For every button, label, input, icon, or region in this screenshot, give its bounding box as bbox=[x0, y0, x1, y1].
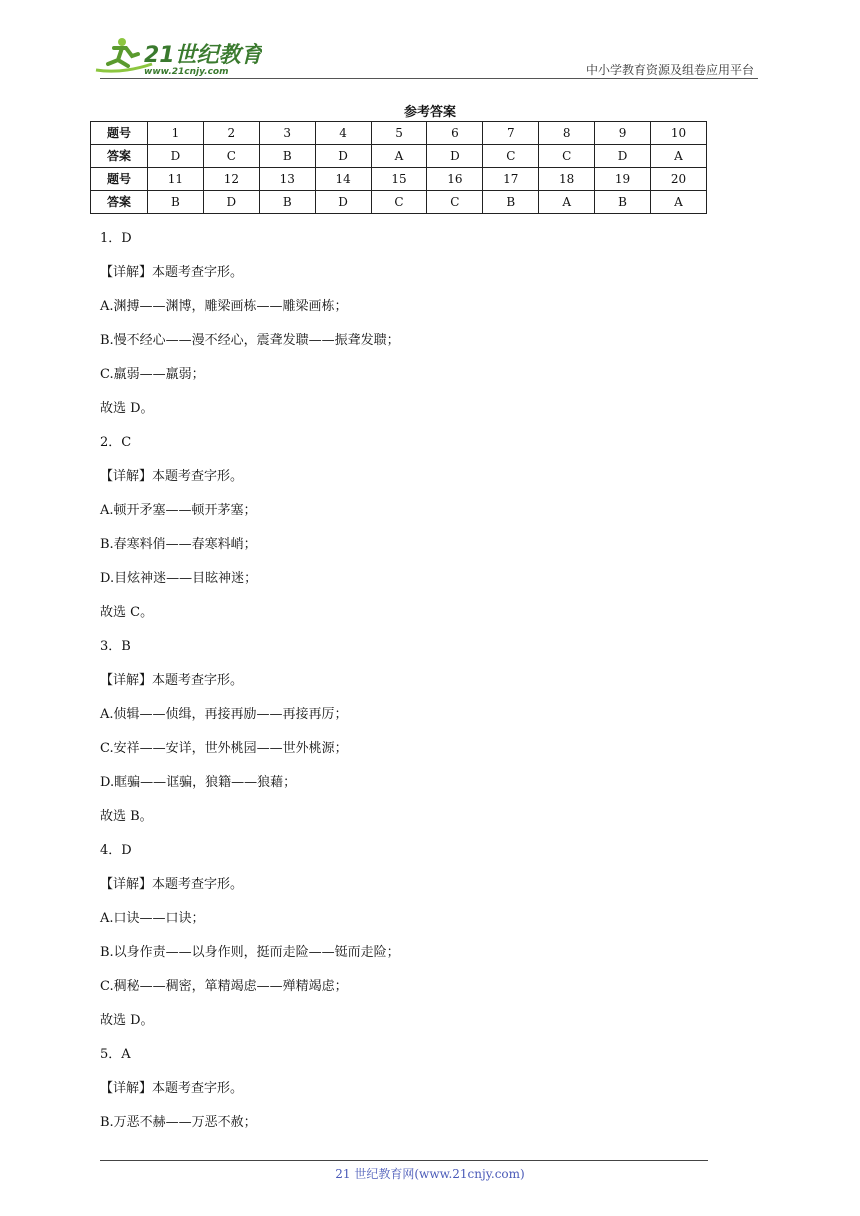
table-row bbox=[91, 191, 707, 214]
table-cell: B bbox=[595, 191, 651, 214]
text-line: A.口诀——口诀； bbox=[100, 911, 205, 926]
runner-logo-icon bbox=[92, 34, 262, 78]
text-line: B.慢不经心——漫不经心，震聋发聩——振聋发聩； bbox=[100, 333, 400, 348]
table-cell: 9 bbox=[595, 122, 651, 145]
text-line: 故选 C。 bbox=[100, 605, 154, 620]
footer-divider bbox=[100, 1160, 708, 1161]
table-cell: 12 bbox=[203, 168, 259, 191]
table-cell: D bbox=[148, 145, 204, 168]
table-cell: C bbox=[483, 145, 539, 168]
page-title: 参考答案 bbox=[403, 105, 456, 120]
row-header: 答案 bbox=[91, 191, 148, 214]
text-line: B.万恶不赫——万恶不赦； bbox=[100, 1115, 257, 1130]
table-cell: 16 bbox=[427, 168, 483, 191]
table-row bbox=[91, 145, 707, 168]
table-cell: 20 bbox=[651, 168, 707, 191]
text-line: D.眶骗——诓骗，狼籍——狼藉； bbox=[100, 775, 297, 790]
text-line: A.顿开矛塞——顿开茅塞； bbox=[100, 503, 257, 518]
table-cell: 3 bbox=[259, 122, 315, 145]
table-cell: 11 bbox=[148, 168, 204, 191]
table-row bbox=[91, 168, 707, 191]
text-line: 【详解】本题考查字形。 bbox=[100, 265, 244, 280]
text-line: B.春寒料俏——春寒料峭； bbox=[100, 537, 257, 552]
footer-link[interactable]: 21 世纪教育网(www.21cnjy.com) bbox=[335, 1167, 525, 1181]
row-header: 答案 bbox=[91, 145, 148, 168]
text-line: C.稠秘——稠密，箪精竭虑——殚精竭虑； bbox=[100, 979, 348, 994]
text-line: 【详解】本题考查字形。 bbox=[100, 1081, 244, 1096]
table-cell: D bbox=[315, 191, 371, 214]
answer-table bbox=[90, 121, 707, 214]
text-line: 【详解】本题考查字形。 bbox=[100, 469, 244, 484]
text-line: 1．D bbox=[100, 231, 132, 246]
table-cell: 2 bbox=[203, 122, 259, 145]
table-cell: 13 bbox=[259, 168, 315, 191]
table-cell: A bbox=[539, 191, 595, 214]
table-cell: B bbox=[259, 145, 315, 168]
row-header: 题号 bbox=[91, 168, 148, 191]
logo-text: 21世纪教育 bbox=[144, 43, 262, 68]
table-cell: B bbox=[483, 191, 539, 214]
text-line: C.羸弱——羸弱； bbox=[100, 367, 205, 382]
table-cell: 4 bbox=[315, 122, 371, 145]
header-divider bbox=[100, 78, 758, 79]
text-line: C.安祥——安详，世外桃园——世外桃源； bbox=[100, 741, 348, 756]
table-cell: 18 bbox=[539, 168, 595, 191]
table-cell: C bbox=[371, 191, 427, 214]
table-cell: B bbox=[148, 191, 204, 214]
table-cell: D bbox=[315, 145, 371, 168]
table-cell: C bbox=[539, 145, 595, 168]
table-cell: 14 bbox=[315, 168, 371, 191]
platform-name: 中小学教育资源及组卷应用平台 bbox=[585, 63, 754, 77]
text-line: 4．D bbox=[100, 843, 132, 858]
table-cell: 6 bbox=[427, 122, 483, 145]
text-line: A.侦辑——侦缉，再接再励——再接再厉； bbox=[100, 707, 348, 722]
table-cell: 17 bbox=[483, 168, 539, 191]
table-cell: 10 bbox=[651, 122, 707, 145]
table-cell: A bbox=[371, 145, 427, 168]
text-line: 故选 D。 bbox=[100, 1013, 154, 1028]
text-line: 3．B bbox=[100, 639, 131, 654]
text-line: 2．C bbox=[100, 435, 132, 450]
table-cell: A bbox=[651, 191, 707, 214]
table-cell: A bbox=[651, 145, 707, 168]
table-cell: B bbox=[259, 191, 315, 214]
table-cell: 8 bbox=[539, 122, 595, 145]
table-cell: 5 bbox=[371, 122, 427, 145]
table-row bbox=[91, 122, 707, 145]
table-cell: 19 bbox=[595, 168, 651, 191]
text-line: 5．A bbox=[100, 1047, 131, 1062]
row-header: 题号 bbox=[91, 122, 148, 145]
table-cell: D bbox=[595, 145, 651, 168]
text-line: 故选 B。 bbox=[100, 809, 153, 824]
table-cell: C bbox=[203, 145, 259, 168]
site-logo bbox=[92, 34, 262, 78]
text-line: 【详解】本题考查字形。 bbox=[100, 877, 244, 892]
text-line: B.以身作责——以身作则，挺而走险——铤而走险； bbox=[100, 945, 400, 960]
table-cell: D bbox=[427, 145, 483, 168]
explanations bbox=[100, 222, 720, 1140]
table-cell: 7 bbox=[483, 122, 539, 145]
text-line: 【详解】本题考查字形。 bbox=[100, 673, 244, 688]
text-line: D.目炫神迷——目眩神迷； bbox=[100, 571, 258, 586]
logo-url: www.21cnjy.com bbox=[144, 67, 229, 77]
table-cell: 1 bbox=[148, 122, 204, 145]
table-cell: D bbox=[203, 191, 259, 214]
table-cell: 15 bbox=[371, 168, 427, 191]
table-cell: C bbox=[427, 191, 483, 214]
text-line: A.渊搏——渊博，雕梁画栋——雕梁画栋； bbox=[100, 299, 348, 314]
text-line: 故选 D。 bbox=[100, 401, 154, 416]
